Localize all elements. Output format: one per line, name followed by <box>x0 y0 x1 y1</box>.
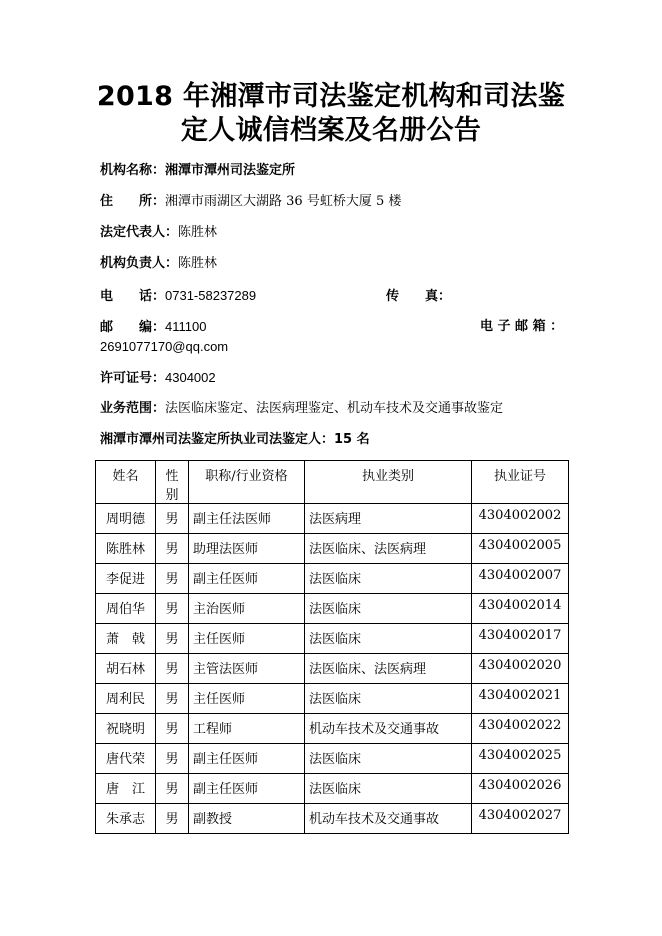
cell-gender: 男 <box>156 654 189 684</box>
head-value: 陈胜林 <box>178 256 218 271</box>
cell-category: 法医病理 <box>305 504 472 534</box>
postcode-label: 邮 编： <box>100 320 166 335</box>
staff-heading: 湘潭市潭州司法鉴定所执业司法鉴定人：15 名 <box>100 432 370 447</box>
head-label: 机构负责人： <box>100 256 179 271</box>
cell-name: 周伯华 <box>96 594 156 624</box>
cell-gender: 男 <box>156 594 189 624</box>
cell-license-no: 4304002027 <box>472 804 569 834</box>
legal-rep-label: 法定代表人： <box>100 225 179 240</box>
org-name-label: 机构名称： <box>100 163 166 178</box>
cell-title: 副主任法医师 <box>189 504 305 534</box>
table-header-row <box>96 461 569 504</box>
phone-value: 0731-58237289 <box>165 288 257 303</box>
cell-name: 朱承志 <box>96 804 156 834</box>
scope-value: 法医临床鉴定、法医病理鉴定、机动车技术及交通事故鉴定 <box>165 401 504 416</box>
cell-gender: 男 <box>156 804 189 834</box>
header-gender: 性别 <box>156 461 189 504</box>
cell-category: 法医临床 <box>305 564 472 594</box>
cell-license-no: 4304002025 <box>472 744 569 774</box>
email-value: 2691077170@qq.com <box>100 339 229 354</box>
cell-category: 法医临床 <box>305 594 472 624</box>
cell-title: 副教授 <box>189 804 305 834</box>
cell-gender: 男 <box>156 504 189 534</box>
cell-name: 胡石林 <box>96 654 156 684</box>
postcode-value: 411100 <box>165 319 207 334</box>
head-row <box>100 255 217 273</box>
table-body <box>96 504 569 834</box>
cell-category: 法医临床、法医病理 <box>305 654 472 684</box>
cell-title: 副主任医师 <box>189 774 305 804</box>
cell-category: 法医临床 <box>305 774 472 804</box>
cell-license-no: 4304002026 <box>472 774 569 804</box>
cell-title: 主任医师 <box>189 624 305 654</box>
postcode-row <box>100 318 206 337</box>
staff-table <box>95 460 569 834</box>
address-label: 住 所： <box>100 194 166 209</box>
cell-category: 机动车技术及交通事故 <box>305 714 472 744</box>
legal-rep-value: 陈胜林 <box>178 225 218 240</box>
cell-name: 周明德 <box>96 504 156 534</box>
table-row <box>96 804 569 834</box>
phone-label: 电 话： <box>100 289 166 304</box>
cell-name: 李促进 <box>96 564 156 594</box>
address-row <box>100 193 401 211</box>
table-row <box>96 594 569 624</box>
scope-label: 业务范围： <box>100 401 166 416</box>
cell-gender: 男 <box>156 624 189 654</box>
email-row <box>100 338 228 357</box>
cell-gender: 男 <box>156 774 189 804</box>
phone-row <box>100 287 256 306</box>
cell-name: 唐 江 <box>96 774 156 804</box>
cell-name: 陈胜林 <box>96 534 156 564</box>
table-row <box>96 504 569 534</box>
staff-heading-row <box>100 431 370 449</box>
scope-row <box>100 400 503 418</box>
title-line-1: 2018 年湘潭市司法鉴定机构和司法鉴 <box>96 81 566 112</box>
cell-license-no: 4304002005 <box>472 534 569 564</box>
email-label-row <box>480 318 563 336</box>
cell-license-no: 4304002007 <box>472 564 569 594</box>
cell-gender: 男 <box>156 564 189 594</box>
cell-license-no: 4304002017 <box>472 624 569 654</box>
fax-row <box>386 287 451 306</box>
title-line-2: 定人诚信档案及名册公告 <box>180 115 482 146</box>
cell-gender: 男 <box>156 684 189 714</box>
cell-title: 工程师 <box>189 714 305 744</box>
license-row <box>100 369 216 388</box>
cell-category: 法医临床 <box>305 684 472 714</box>
header-name: 姓名 <box>96 461 156 504</box>
cell-license-no: 4304002014 <box>472 594 569 624</box>
table-row <box>96 564 569 594</box>
cell-gender: 男 <box>156 534 189 564</box>
cell-gender: 男 <box>156 714 189 744</box>
table-row <box>96 624 569 654</box>
table-row <box>96 714 569 744</box>
table-row <box>96 654 569 684</box>
legal-rep-row <box>100 224 217 242</box>
table-row <box>96 774 569 804</box>
cell-category: 法医临床、法医病理 <box>305 534 472 564</box>
header-title: 职称/行业资格 <box>189 461 305 504</box>
fax-label: 传 真： <box>386 289 452 304</box>
page-title <box>0 80 662 148</box>
cell-title: 副主任医师 <box>189 564 305 594</box>
cell-title: 助理法医师 <box>189 534 305 564</box>
header-license-no: 执业证号 <box>472 461 569 504</box>
cell-title: 主任医师 <box>189 684 305 714</box>
cell-license-no: 4304002022 <box>472 714 569 744</box>
org-name-row <box>100 162 295 180</box>
email-label: 电 子 邮 箱 ： <box>480 319 564 334</box>
license-label: 许可证号： <box>100 371 166 386</box>
header-category: 执业类别 <box>305 461 472 504</box>
address-value: 湘潭市雨湖区大湖路 36 号虹桥大厦 5 楼 <box>165 194 402 209</box>
cell-category: 机动车技术及交通事故 <box>305 804 472 834</box>
cell-license-no: 4304002002 <box>472 504 569 534</box>
table-row <box>96 744 569 774</box>
org-name-value: 湘潭市潭州司法鉴定所 <box>165 163 296 178</box>
cell-name: 萧 戟 <box>96 624 156 654</box>
cell-license-no: 4304002020 <box>472 654 569 684</box>
cell-title: 主管法医师 <box>189 654 305 684</box>
license-value: 4304002 <box>165 370 216 385</box>
cell-category: 法医临床 <box>305 624 472 654</box>
cell-license-no: 4304002021 <box>472 684 569 714</box>
cell-name: 周利民 <box>96 684 156 714</box>
cell-name: 祝晓明 <box>96 714 156 744</box>
cell-title: 主治医师 <box>189 594 305 624</box>
table-row <box>96 684 569 714</box>
cell-name: 唐代荣 <box>96 744 156 774</box>
table-row <box>96 534 569 564</box>
cell-category: 法医临床 <box>305 744 472 774</box>
cell-title: 副主任医师 <box>189 744 305 774</box>
cell-gender: 男 <box>156 744 189 774</box>
